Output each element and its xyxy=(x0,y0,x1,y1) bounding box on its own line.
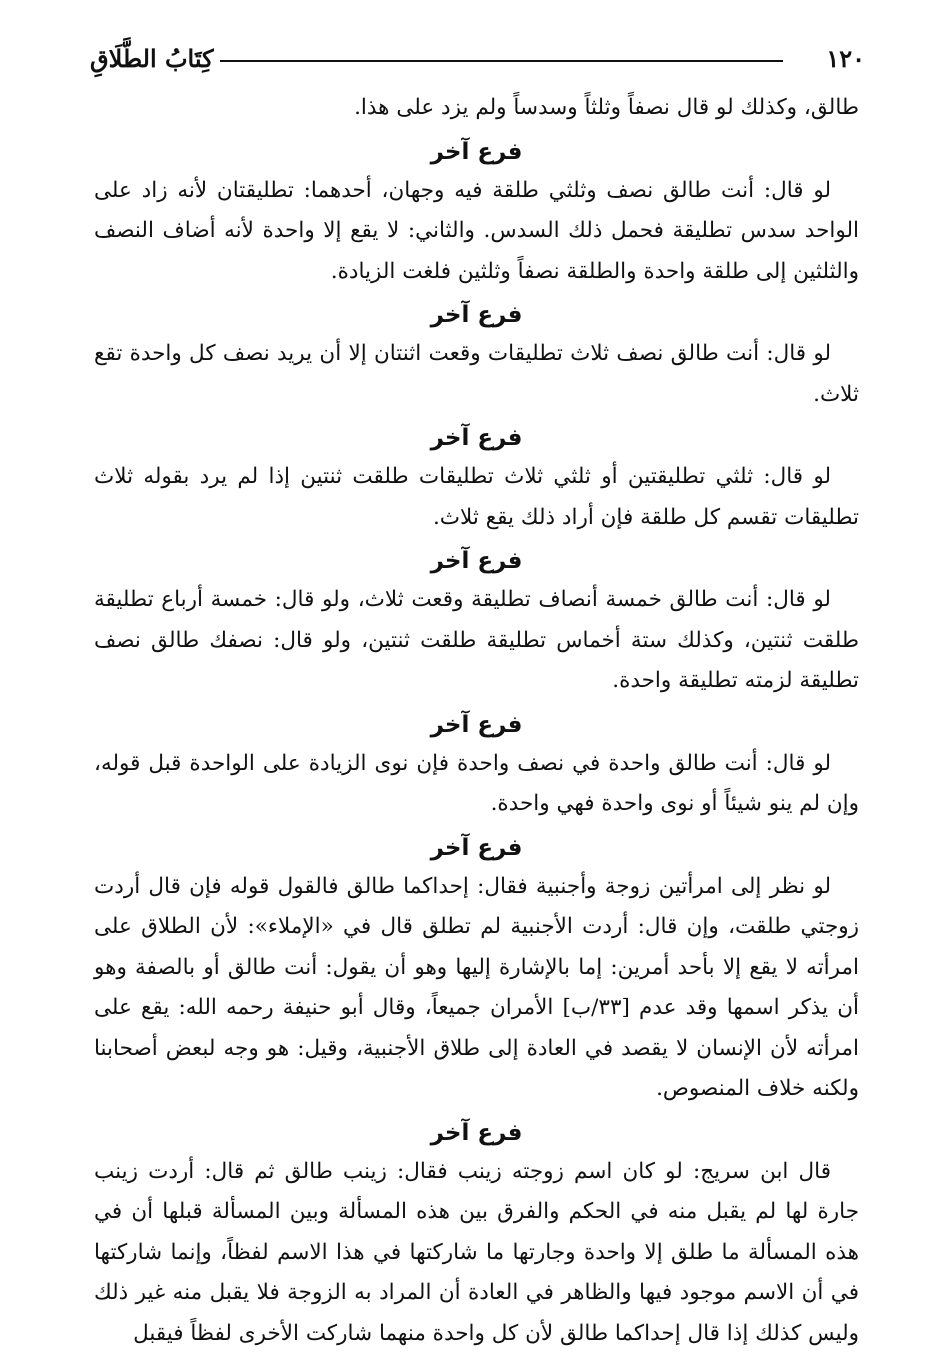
section-paragraph: لو قال: أنت طالق نصف ثلاث تطليقات وقعت اثنتان إلا أن يريد نصف كل واحدة تقع ثلاث. xyxy=(94,341,859,407)
section-heading: فرع آخر xyxy=(430,711,523,738)
page-body xyxy=(94,88,859,1354)
section-paragraph: قال ابن سريج: لو كان اسم زوجته زينب فقال: زينب طالق ثم قال: أردت زينب جارة لها لم يقبل منه في الحكم والفرق بين هذه المسألة وبين المسألة قبلها أن في هذه المسألة ما طلق إلا واحدة وجارتها ما شاركتها في هذا الاسم لفظاً، وإنما شاركتها في أن الاسم موجود فيها والظاهر في العادة أن المراد به الزوجة فلا يقبل منه غير ذلك وليس كذلك إذا قال إحداكما طالق لأن كل واحدة منهما شاركت الأخرى لفظاً فيقبل xyxy=(94,1158,859,1346)
header-rule xyxy=(220,60,783,62)
section-paragraph: لو قال: أنت طالق نصف وثلثي طلقة فيه وجهان، أحدهما: تطليقتان لأنه زاد على الواحد سدس تطليقة فحمل ذلك السدس. والثاني: لا يقع إلا واحدة لأنه أضاف النصف والثلثين إلى طلقة واحدة والطلقة نصفاً وثلثين فلغت الزيادة. xyxy=(94,177,859,284)
section-heading: فرع آخر xyxy=(430,548,523,574)
section-heading: فرع آخر xyxy=(430,138,523,165)
section-paragraph: لو قال: أنت طالق واحدة في نصف واحدة فإن نوى الزيادة على الواحدة قبل قوله، وإن لم ينو شيئاً أو نوى واحدة فهي واحدة. xyxy=(94,750,859,816)
section-heading: فرع آخر xyxy=(430,1119,523,1146)
section-heading: فرع آخر xyxy=(430,302,523,328)
page-number: ١٢٠ xyxy=(826,44,865,73)
section-paragraph: لو قال: أنت طالق خمسة أنصاف تطليقة وقعت ثلاث، ولو قال: خمسة أرباع تطليقة طلقت ثنتين، وكذلك ستة أخماس تطليقة طلقت ثنتين، ولو قال: نصفك طالق نصف تطليقة لزمته تطليقة واحدة. xyxy=(94,587,859,693)
section-paragraph: لو نظر إلى امرأتين زوجة وأجنبية فقال: إحداكما طالق فالقول قوله فإن قال أردت زوجتي طلقت، وإن قال: أردت الأجنبية لم تطلق قال في «الإملاء»: لأن الطلاق على امرأته لا يقع إلا بأحد أمرين: إما بالإشارة إليها وهو أن يقول: أنت طالق أو بالصفة وهو أن يذكر اسمها وقد عدم [٣٣/ب] الأمران جميعاً، وقال أبو حنيفة رحمه الله: يقع على امرأته لأن الإنسان لا يقصد في العادة إلى طلاق الأجنبية، وقيل: هو وجه لبعض أصحابنا ولكنه خلاف المنصوص. xyxy=(94,873,859,1101)
continued-paragraph: طالق، وكذلك لو قال نصفاً وثلثاً وسدساً ولم يزد على هذا. xyxy=(354,95,859,120)
header-title: كِتَابُ الطَّلَاقِ xyxy=(90,44,214,73)
section-paragraph: لو قال: ثلثي تطليقتين أو ثلثي ثلاث تطليقات طلقت ثنتين إذا لم يرد بقوله ثلاث تطليقات تقسم كل طلقة فإن أراد ذلك يقع ثلاث. xyxy=(94,464,859,530)
running-header xyxy=(90,38,865,84)
section-heading: فرع آخر xyxy=(430,425,523,451)
section-heading: فرع آخر xyxy=(430,834,523,861)
